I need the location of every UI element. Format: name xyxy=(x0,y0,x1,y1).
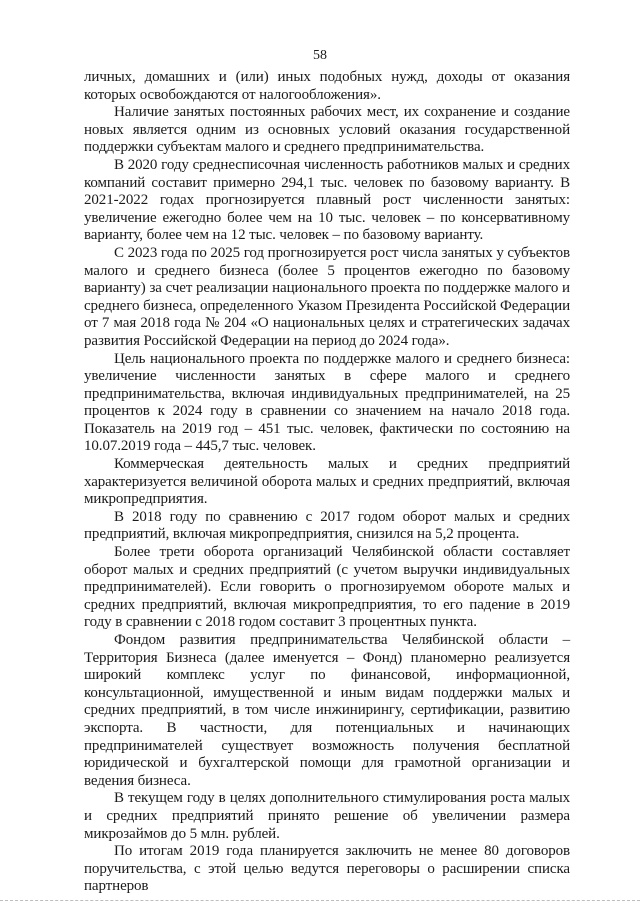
paragraph-commercial-activity: Коммерческая деятельность малых и средних предприятий характеризуется величиной оборота малых и средних предприятий, включая микропредприятия. xyxy=(84,456,570,508)
paragraph-fund-services: Фондом развития предпринимательства Челябинской области – Территория Бизнеса (далее именуется – Фонд) планомерно реализуется широкий комплекс услуг по финансовой, информационной, консультационной, имущественной и иным видам поддержки малых и средних предприятий, в том числе инжинирингу, сертификации, развитию экспорта. В частности, для потенциальных и начинающих предпринимателей существует возможность получения бесплатной юридической и бухгалтерской помощи для грамотной организации и ведения бизнеса. xyxy=(84,632,570,789)
page-bottom-edge xyxy=(0,900,640,901)
paragraph-jobs: Наличие занятых постоянных рабочих мест, их сохранение и создание новых является одним из основных условий оказания государственной поддержки субъектам малого и среднего предпринимательства. xyxy=(84,104,570,156)
paragraph-national-project-goal: Цель национального проекта по поддержке малого и среднего бизнеса: увеличение численности занятых в сфере малого и среднего предпринимательства, включая индивидуальных предпринимателей, на 25 процентов к 2024 году в сравнении со значением на начало 2018 года. Показатель на 2019 год – 451 тыс. человек, фактически по состоянию на 10.07.2019 года – 445,7 тыс. человек. xyxy=(84,350,570,455)
paragraph-turnover-share: Более трети оборота организаций Челябинской области составляет оборот малых и средних предприятий (с учетом выручки индивидуальных предпринимателей). Если говорить о прогнозируемом обороте малых и средних предприятий, включая микропредприятия, то его падение в 2019 году в сравнении с 2018 годом составит 3 процентных пункта. xyxy=(84,544,570,631)
page-number: 58 xyxy=(313,48,327,63)
paragraph-microloans: В текущем году в целях дополнительного стимулирования роста малых и средних предприятий принято решение об увеличении размера микрозаймов до 5 млн. рублей. xyxy=(84,790,570,842)
paragraph-2020-employment: В 2020 году среднесписочная численность работников малых и средних компаний составит примерно 294,1 тыс. человек по базовому варианту. В 2021-2022 годах прогнозируется плавный рост численности занятых: увеличение ежегодно более чем на 10 тыс. человек – по консервативному варианту, более чем на 12 тыс. человек – по базовому варианту. xyxy=(84,156,570,244)
paragraph-guarantees: По итогам 2019 года планируется заключить не менее 80 договоров поручительства, с этой целью ведутся переговоры о расширении списка партнеров xyxy=(84,843,570,895)
body-text xyxy=(84,69,570,896)
paragraph-2023-2025-forecast: С 2023 года по 2025 год прогнозируется рост числа занятых у субъектов малого и среднего бизнеса (более 5 процентов ежегодно по базовому варианту) за счет реализации национального проекта по поддержке малого и среднего бизнеса, определенного Указом Президента Российской Федерации от 7 мая 2018 года № 204 «О национальных целях и стратегических задачах развития Российской Федерации на период до 2024 года». xyxy=(84,244,570,349)
paragraph-2018-turnover: В 2018 году по сравнению с 2017 годом оборот малых и средних предприятий, включая микропредприятия, снизился на 5,2 процента. xyxy=(84,508,570,543)
paragraph-continuation: личных, домашних и (или) иных подобных нужд, доходы от оказания которых освобождаются от налогообложения». xyxy=(84,69,570,103)
